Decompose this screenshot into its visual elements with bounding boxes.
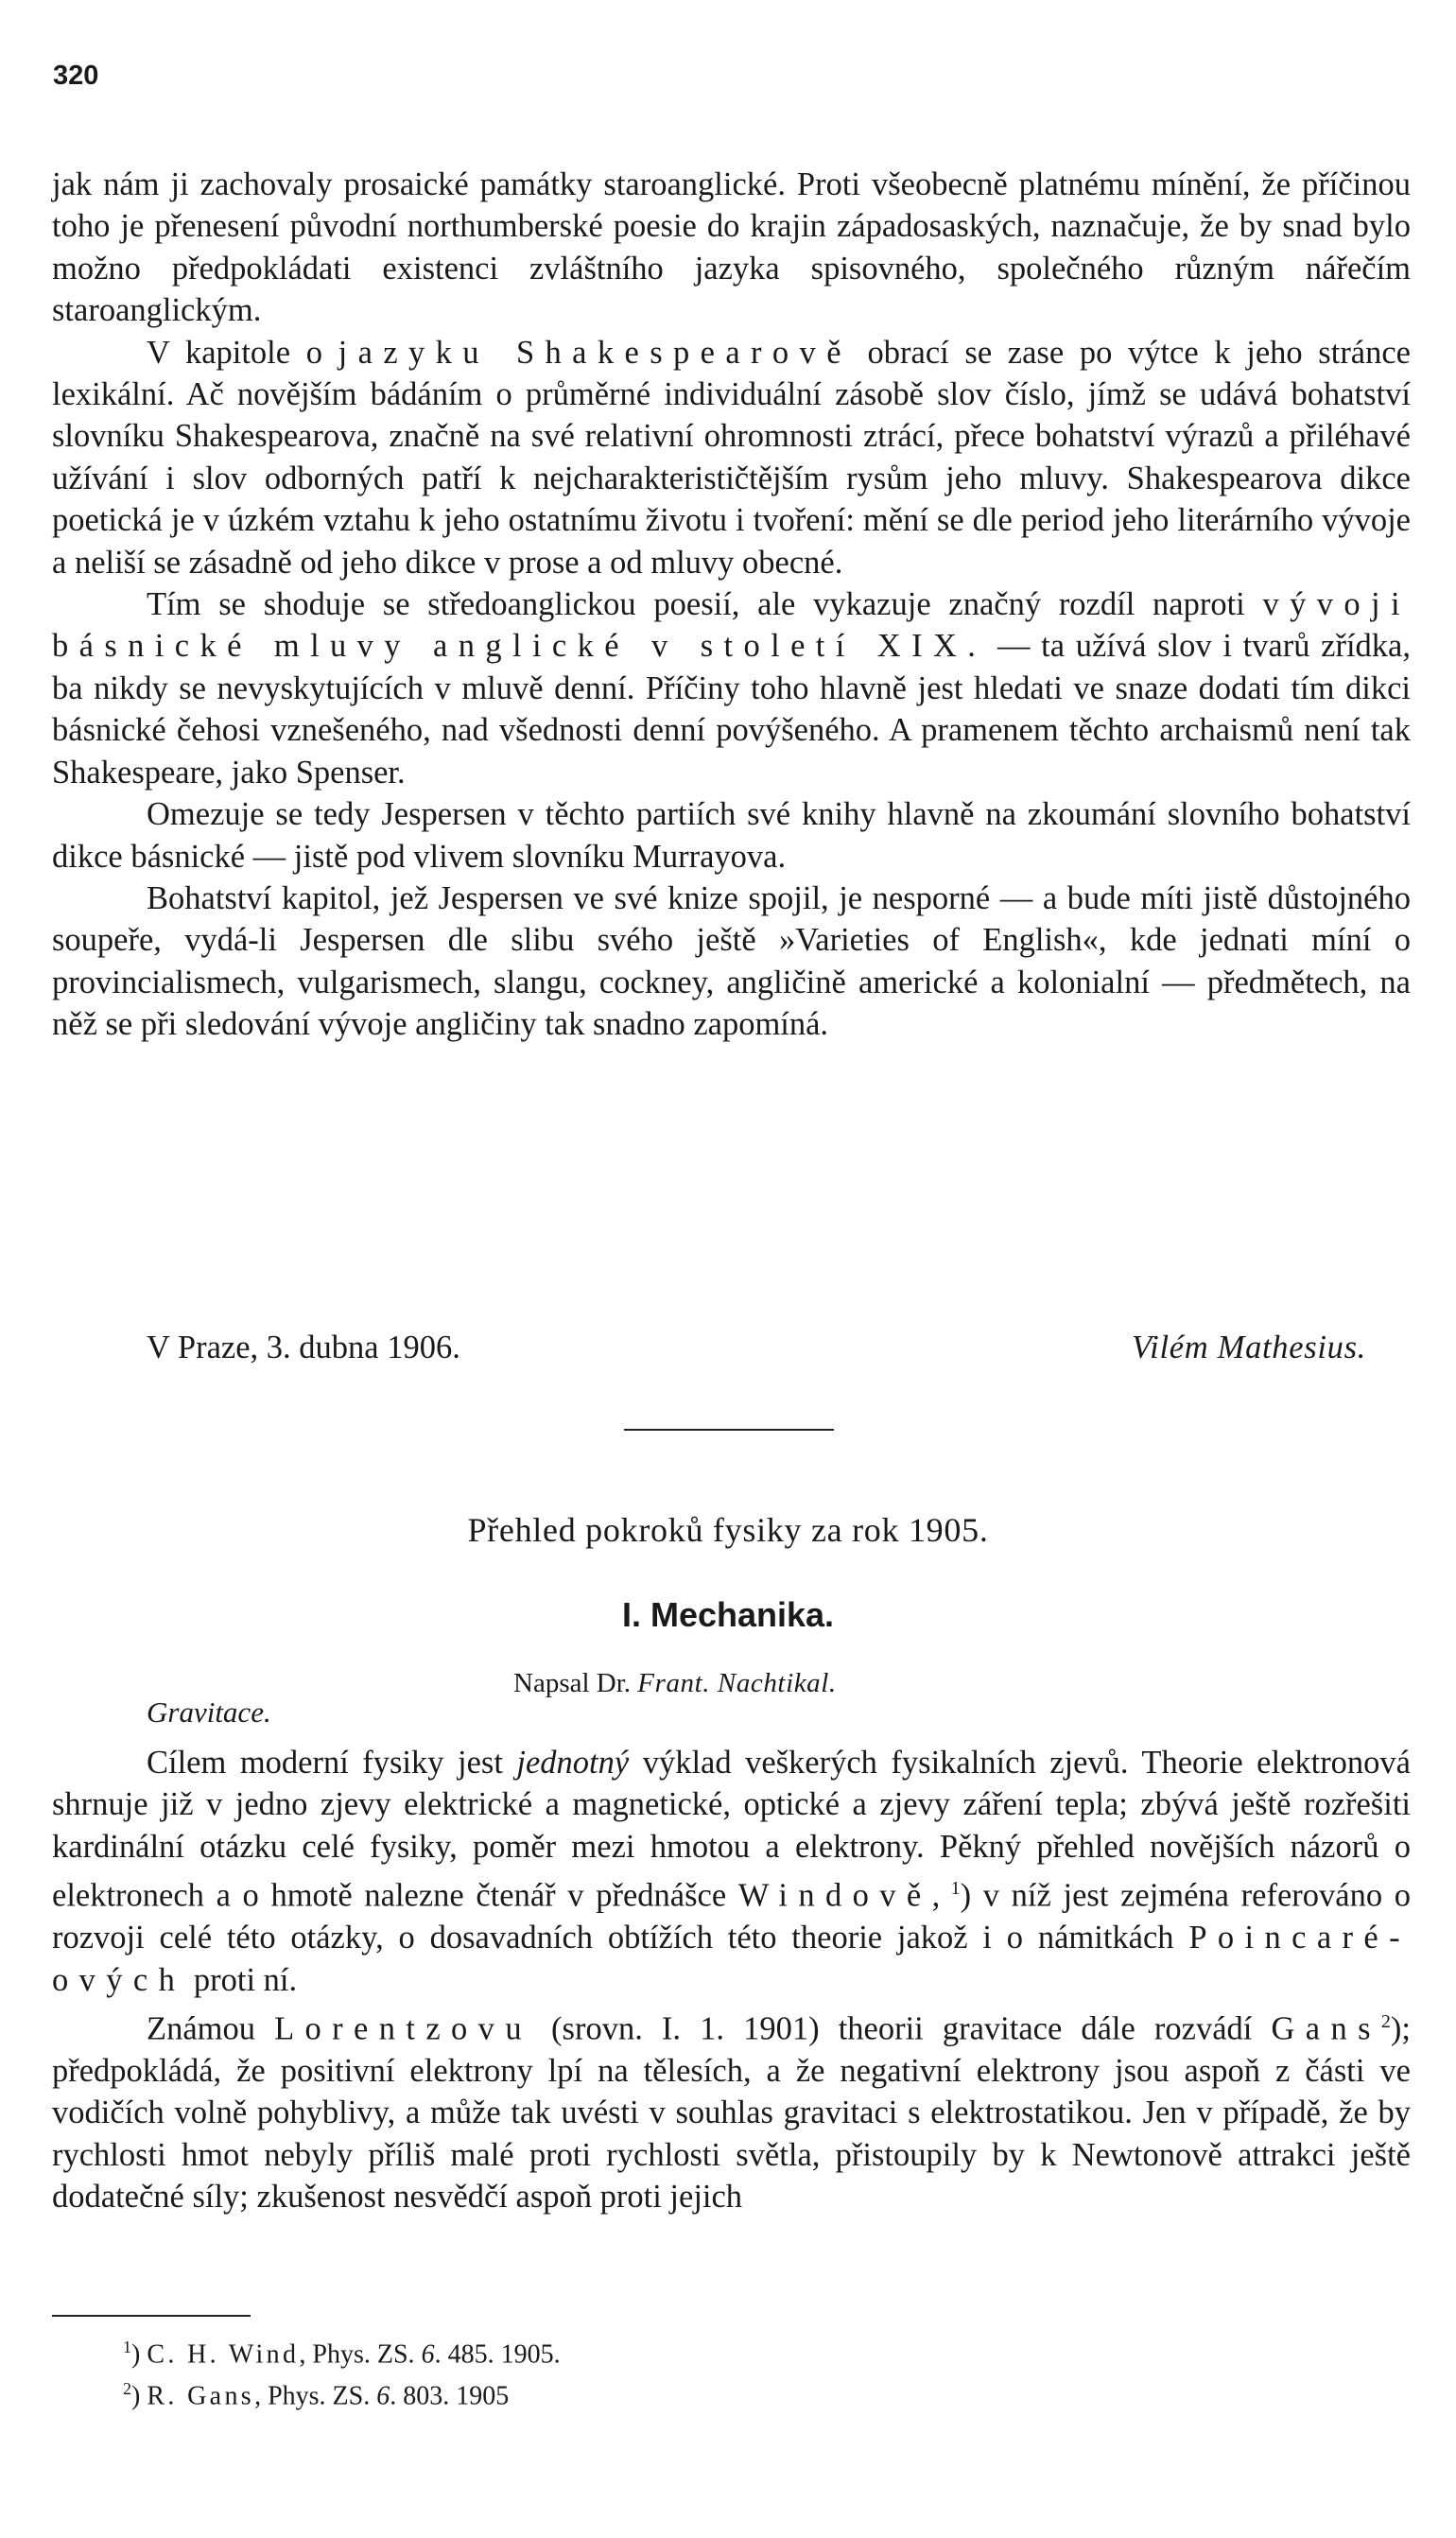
place-date: V Praze, 3. dubna 1906.: [147, 1330, 460, 1365]
review-paragraph-5-text: Bohatství kapitol, jež Jespersen ve své knize spojil, je nesporné — a bude míti jistě důstojného soupeře, vydá-li Jespersen dle slibu svého ještě »Varieties of English«, kde jednati míní o provincialismech, vulgarismech, slangu, cockney, angličině americké a kolonialní — předmětech, na něž se při sledování vývoje angličiny tak snadno zapomíná.: [52, 879, 1411, 1043]
article-paragraph-2: [52, 2001, 1411, 2218]
review-paragraph-3-text-a: Tím se shoduje se středoanglickou poesií, ale vykazuje značný rozdíl naproti: [147, 586, 1263, 623]
article-paragraph-1-spaced-2: Poincaré-ových: [52, 1920, 1411, 1998]
section-divider: [624, 1429, 834, 1431]
review-paragraph-1-text: jak nám ji zachovaly prosaické památky staroanglické. Proti všeobecně platnému mínění, že příčinou toho je přenesení původní northumberské poesie do krajin západosaských, naznačuje, že by snad bylo možno předpokládati existenci zvláštního jazyka spisovného, společného různým nářečím staroanglickým.: [52, 166, 1411, 329]
footnote-1-volume: 6: [421, 2339, 435, 2370]
review-paragraph-1: [52, 164, 1411, 332]
footnote-2-author: R. Gans: [147, 2381, 255, 2411]
author-line: [513, 1664, 837, 1702]
reviewer-signature: Vilém Mathesius.: [1131, 1330, 1366, 1365]
footnote-2-pages: . 803. 1905: [390, 2381, 510, 2411]
footnote-1-pages: . 485. 1905.: [434, 2339, 561, 2370]
article-paragraph-1-text-d: proti ní.: [185, 1961, 298, 1998]
footnote-2-mark: 2: [123, 2379, 131, 2399]
footnote-ref-2: 2: [1380, 2010, 1391, 2032]
review-paragraph-3: [52, 583, 1411, 793]
article-paragraph-1-text-c: ) v níž jest zejména referováno o rozvoji celé této otázky, o dosavadních obtížích této theorie jakož i o námitkách: [52, 1877, 1411, 1956]
footnote-2-source: , Phys. ZS.: [254, 2381, 377, 2411]
article-paragraph-2-text-b: (srovn. I. 1. 1901) theorii gravitace dále rozvádí: [531, 2010, 1272, 2047]
article-paragraph-1-spaced-1: Windově,: [737, 1877, 951, 1914]
article-paragraph-2-text-a: Známou: [147, 2010, 275, 2047]
author-name: Frant. Nachtikal.: [637, 1668, 837, 1698]
page-number: 320: [53, 61, 99, 91]
article-paragraph-1-text-b: výklad veškerých fysikalních zjevů. Theorie elektronová shrnuje již v jedno zjevy elektrické a magnetické, optické a zjevy záření tepla; zbývá ještě rozřešiti kardinální otázku celé fysiky, poměr mezi hmotou a elektrony. Pěkný přehled novějších názorů o elektronech a o hmotě nalezne čtenář v přednášce: [52, 1745, 1411, 1914]
side-heading: Gravitace.: [147, 1695, 271, 1729]
review-paragraph-4: [52, 793, 1411, 878]
article-paragraph-1-emphasis: jednotný: [516, 1745, 630, 1781]
footnote-1-source: , Phys. ZS.: [299, 2339, 422, 2370]
article-paragraph-2-text-c: ); předpokládá, že positivní elektrony lpí na tělesích, a že negativní elektrony jsou aspoň z části ve vodičích volně pohyblivy, a může tak uvésti v souhlas gravitaci s elektrostatikou. Jen v případě, že by rychlosti hmot nebyly příliš malé proti rychlosti světla, přistoupily by k Newtonově attrakci ještě dodatečné síly; zkušenost nesvědčí aspoň proti jejich: [52, 2010, 1411, 2216]
footnotes: [123, 2330, 561, 2414]
review-paragraph-3-text-b: — ta užívá slov i tvarů zřídka, ba nikdy se nevyskytujících v mluvě denní. Příčiny toho hlavně jest hledati ve snaze dodati tím dikci básnické čehosi vznešeného, nad všednosti denní povýšeného. A pramenem těchto archaismů není tak Shakespeare, jako Spenser.: [52, 628, 1411, 791]
article-paragraph-1: [52, 1742, 1411, 2001]
footnote-1-author: C. H. Wind: [147, 2339, 300, 2370]
signature-line: [147, 1327, 1366, 1368]
footnote-rule: [52, 2315, 251, 2317]
article-paragraph-2-spaced-2: Gans: [1271, 2010, 1381, 2047]
review-paragraph-2-text-b: obrací se zase po výtce k jeho stránce lexikální. Ač novějším bádáním o průměrné individuální zásobě slov číslo, jímž se udává bohatství slovníku Shakespearova, značně na své relativní ohromnosti ztrácí, přece bohatství výrazů a přiléhavé užívání i slov odborných patří k nejcharakterističtějším rysům jeho mluvy. Shakespearova dikce poetická je v úzkém vztahu k jeho ostatnímu životu i tvoření: mění se dle period jeho literárního vývoje a neliší se zásadně od jeho dikce v prose a od mluvy obecné.: [52, 334, 1411, 581]
review-paragraph-5: [52, 878, 1411, 1046]
section-heading: I. Mechanika.: [621, 1595, 835, 1634]
review-paragraph-2: [52, 332, 1411, 583]
review-paragraph-3-spaced: vývoji básnické mluvy anglické v století XIX.: [52, 586, 1411, 665]
footnote-1-mark: 1: [123, 2338, 131, 2356]
footnote-1: $^1$) C. H. Wind, Phys. ZS. 6. 485. 1905.: [123, 2338, 561, 2370]
review-paragraph-2-text-a: V kapitole o: [147, 334, 338, 371]
article-paragraph-2-spaced-1: Lorentzovu: [274, 2010, 532, 2047]
review-paragraph-2-spaced: jazyku Shakespearově: [338, 334, 852, 371]
author-prefix: Napsal Dr.: [513, 1668, 638, 1698]
review-text: [52, 164, 1411, 1046]
footnote-ref-1: 1: [950, 1878, 961, 1900]
article-title: Přehled pokroků fysiky za rok 1905.: [467, 1511, 989, 1549]
footnote-2: $^2$) R. Gans, Phys. ZS. 6. 803. 1905: [123, 2379, 510, 2411]
review-paragraph-4-text: Omezuje se tedy Jespersen v těchto partiích své knihy hlavně na zkoumání slovního bohatství dikce básnické — jistě pod vlivem slovníku Murrayova.: [52, 796, 1411, 875]
article-text: [52, 1742, 1411, 2217]
article-paragraph-1-text-a: Cílem moderní fysiky jest: [147, 1745, 517, 1781]
footnote-2-volume: 6: [376, 2381, 390, 2411]
